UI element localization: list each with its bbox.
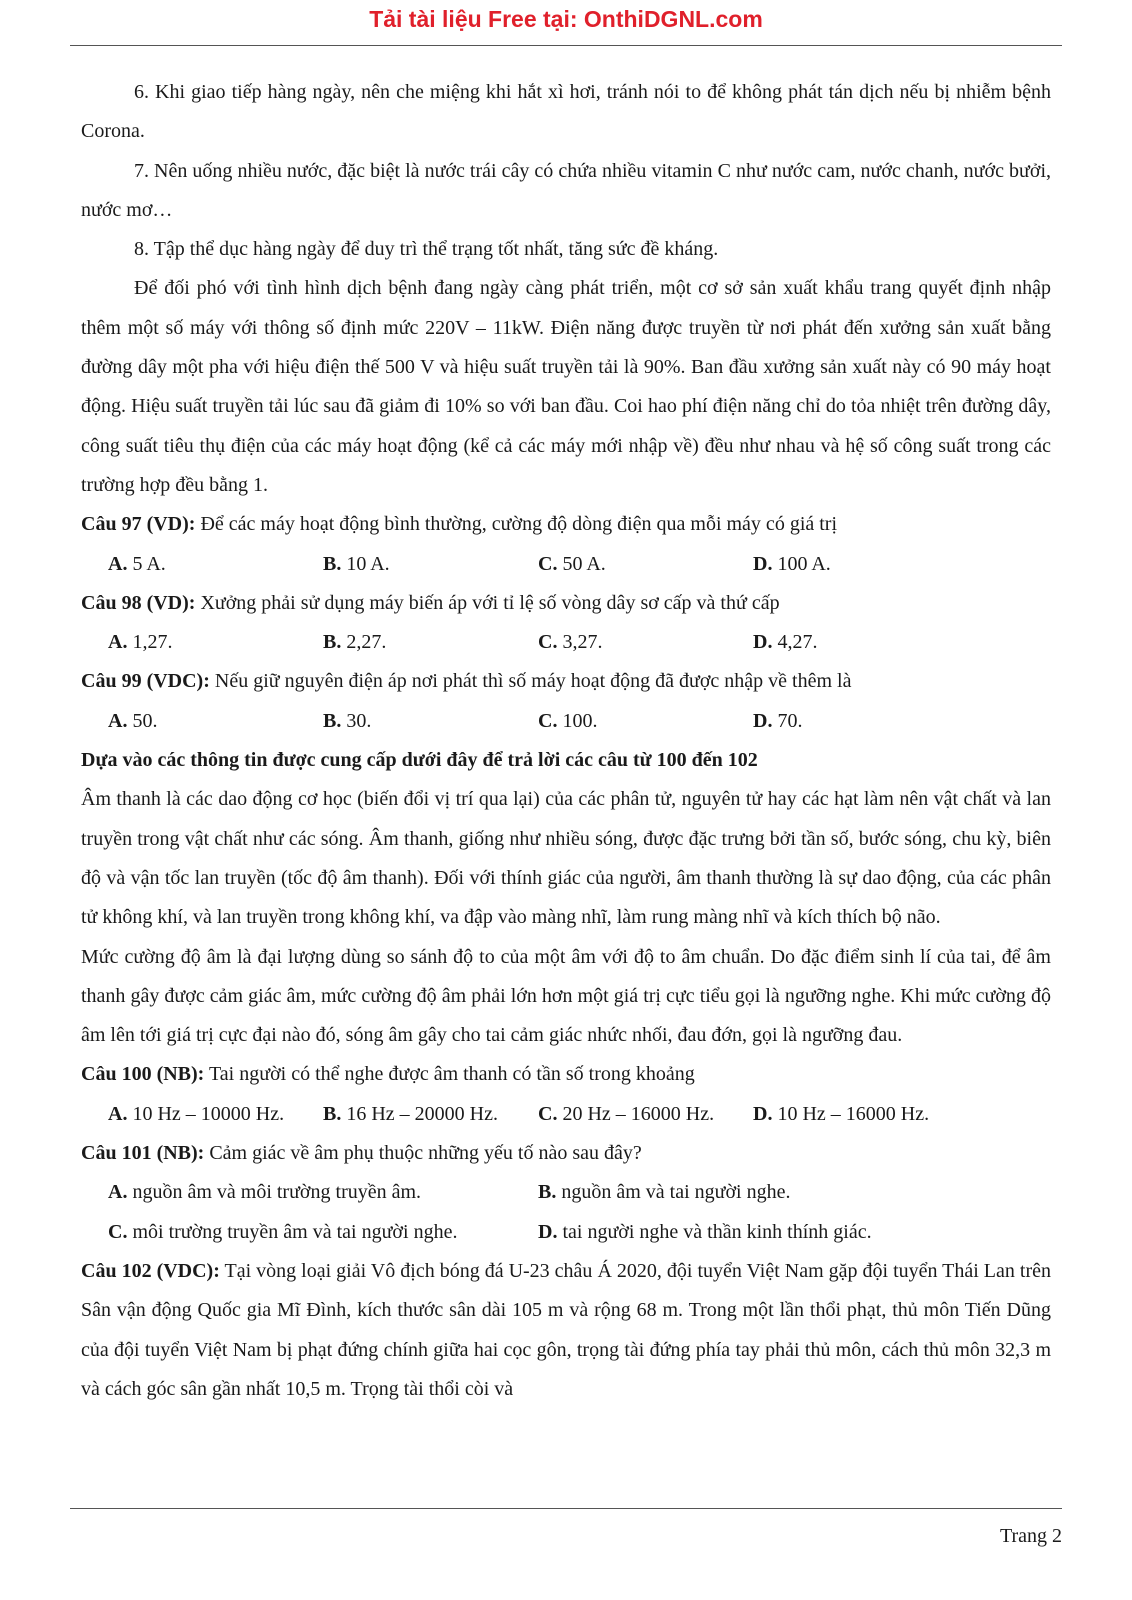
section-heading: Dựa vào các thông tin được cung cấp dưới đây để trả lời các câu từ 100 đến 102	[81, 749, 758, 772]
option-d: D. 100 A.	[753, 552, 831, 575]
option-c: C. 100.	[538, 709, 598, 732]
option-d: D. 10 Hz – 16000 Hz.	[753, 1102, 930, 1125]
site-banner[interactable]: Tải tài liệu Free tại: OnthiDGNL.com	[369, 6, 763, 32]
question-99-options	[81, 702, 1051, 741]
option-a: A. 5 A.	[108, 552, 166, 575]
footer-rule	[70, 1508, 1062, 1509]
question-97-options	[81, 545, 1051, 584]
option-b: B. nguồn âm và tai người nghe.	[538, 1181, 791, 1204]
question-102	[81, 1252, 1051, 1409]
option-a: A. nguồn âm và môi trường truyền âm.	[108, 1181, 422, 1204]
option-a: A. 1,27.	[108, 631, 173, 654]
question-101-label: Câu 101 (NB):	[81, 1142, 205, 1165]
option-b: B. 2,27.	[323, 631, 387, 654]
question-101-options-row1	[81, 1173, 1051, 1212]
option-a: A. 50.	[108, 709, 158, 732]
question-102-text: Tại vòng loại giải Vô địch bóng đá U-23 châu Á 2020, đội tuyển Việt Nam gặp đội tuyển Thái Lan trên Sân vận động Quốc gia Mĩ Đình, kích thước sân dài 105 m và rộng 68 m. Trong một lần thổi phạt, thủ môn Tiến Dũng của đội tuyển Việt Nam bị phạt đứng chính giữa hai cọc gôn, trọng tài đứng phía tay phải thủ môn, cách thủ môn 32,3 m và cách góc sân gần nhất 10,5 m. Trọng tài thổi còi và	[81, 1259, 1051, 1400]
question-100-options	[81, 1095, 1051, 1134]
option-c: C. 3,27.	[538, 631, 603, 654]
option-b: B. 16 Hz – 20000 Hz.	[323, 1102, 498, 1125]
intro-item-6: 6. Khi giao tiếp hàng ngày, nên che miệng khi hắt xì hơi, tránh nói to để không phát tán dịch nếu bị nhiễm bệnh Corona.	[81, 81, 1051, 143]
question-97-label: Câu 97 (VD):	[81, 513, 196, 536]
question-97-text: Để các máy hoạt động bình thường, cường độ dòng điện qua mỗi máy có giá trị	[195, 513, 838, 536]
option-c: C. môi trường truyền âm và tai người nghe.	[108, 1220, 458, 1243]
option-d: D. 4,27.	[753, 631, 818, 654]
option-c: C. 50 A.	[538, 552, 606, 575]
question-100-label: Câu 100 (NB):	[81, 1063, 205, 1086]
sound-paragraph-1: Âm thanh là các dao động cơ học (biến đổi vị trí qua lại) của các phân tử, nguyên tử hay các hạt làm nên vật chất và lan truyền trong vật chất như các sóng. Âm thanh, giống như nhiều sóng, được đặc trưng bởi tần số, bước sóng, chu kỳ, biên độ và vận tốc lan truyền (tốc độ âm thanh). Đối với thính giác của người, âm thanh thường là sự dao động, của các phân tử không khí, và lan truyền trong không khí, va đập vào màng nhĩ, làm rung màng nhĩ và kích thích bộ não.	[81, 788, 1051, 929]
page-number: Trang 2	[999, 1525, 1062, 1547]
question-100	[81, 1055, 1051, 1094]
question-98-text: Xưởng phải sử dụng máy biến áp với tỉ lệ số vòng dây sơ cấp và thứ cấp	[195, 591, 780, 614]
question-100-text: Tai người có thể nghe được âm thanh có tần số trong khoảng	[204, 1063, 695, 1086]
question-102-label: Câu 102 (VDC):	[81, 1259, 220, 1282]
question-99	[81, 662, 1051, 701]
question-99-text: Nếu giữ nguyên điện áp nơi phát thì số máy hoạt động đã được nhập về thêm là	[209, 670, 852, 693]
question-97	[81, 505, 1051, 544]
question-101-text: Cảm giác về âm phụ thuộc những yếu tố nào sau đây?	[204, 1142, 642, 1165]
option-b: B. 10 A.	[323, 552, 390, 575]
scenario-paragraph: Để đối phó với tình hình dịch bệnh đang ngày càng phát triển, một cơ sở sản xuất khẩu trang quyết định nhập thêm một số máy với thông số định mức 220V – 11kW. Điện năng được truyền từ nơi phát đến xưởng sản xuất bằng đường dây một pha với hiệu điện thế 500 V và hiệu suất truyền tải là 90%. Ban đầu xưởng sản xuất này có 90 máy hoạt động. Hiệu suất truyền tải lúc sau đã giảm đi 10% so với ban đầu. Coi hao phí điện năng chỉ do tỏa nhiệt trên đường dây, công suất tiêu thụ điện của các máy hoạt động (kể cả các máy mới nhập về) đều như nhau và hệ số công suất trong các trường hợp đều bằng 1.	[81, 277, 1051, 496]
option-b: B. 30.	[323, 709, 372, 732]
option-d: D. 70.	[753, 709, 803, 732]
question-98	[81, 584, 1051, 623]
header-rule	[70, 45, 1062, 46]
question-99-label: Câu 99 (VDC):	[81, 670, 210, 693]
intro-item-7: 7. Nên uống nhiều nước, đặc biệt là nước trái cây có chứa nhiều vitamin C như nước cam, nước chanh, nước bưởi, nước mơ…	[81, 159, 1051, 221]
question-98-options	[81, 623, 1051, 662]
question-98-label: Câu 98 (VD):	[81, 591, 196, 614]
question-101-options-row2	[81, 1213, 1051, 1252]
intro-item-8: 8. Tập thể dục hàng ngày để duy trì thể trạng tốt nhất, tăng sức đề kháng.	[134, 238, 719, 261]
option-d: D. tai người nghe và thần kinh thính giác.	[538, 1220, 872, 1243]
question-101	[81, 1134, 1051, 1173]
option-a: A. 10 Hz – 10000 Hz.	[108, 1102, 285, 1125]
option-c: C. 20 Hz – 16000 Hz.	[538, 1102, 715, 1125]
page-content	[81, 73, 1051, 1409]
sound-paragraph-2: Mức cường độ âm là đại lượng dùng so sánh độ to của một âm với độ to âm chuẩn. Do đặc điểm sinh lí của tai, để âm thanh gây được cảm giác âm, mức cường độ âm phải lớn hơn một giá trị cực tiểu gọi là ngưỡng nghe. Khi mức cường độ âm lên tới giá trị cực đại nào đó, sóng âm gây cho tai cảm giác nhức nhối, đau đớn, gọi là ngưỡng đau.	[81, 945, 1051, 1047]
